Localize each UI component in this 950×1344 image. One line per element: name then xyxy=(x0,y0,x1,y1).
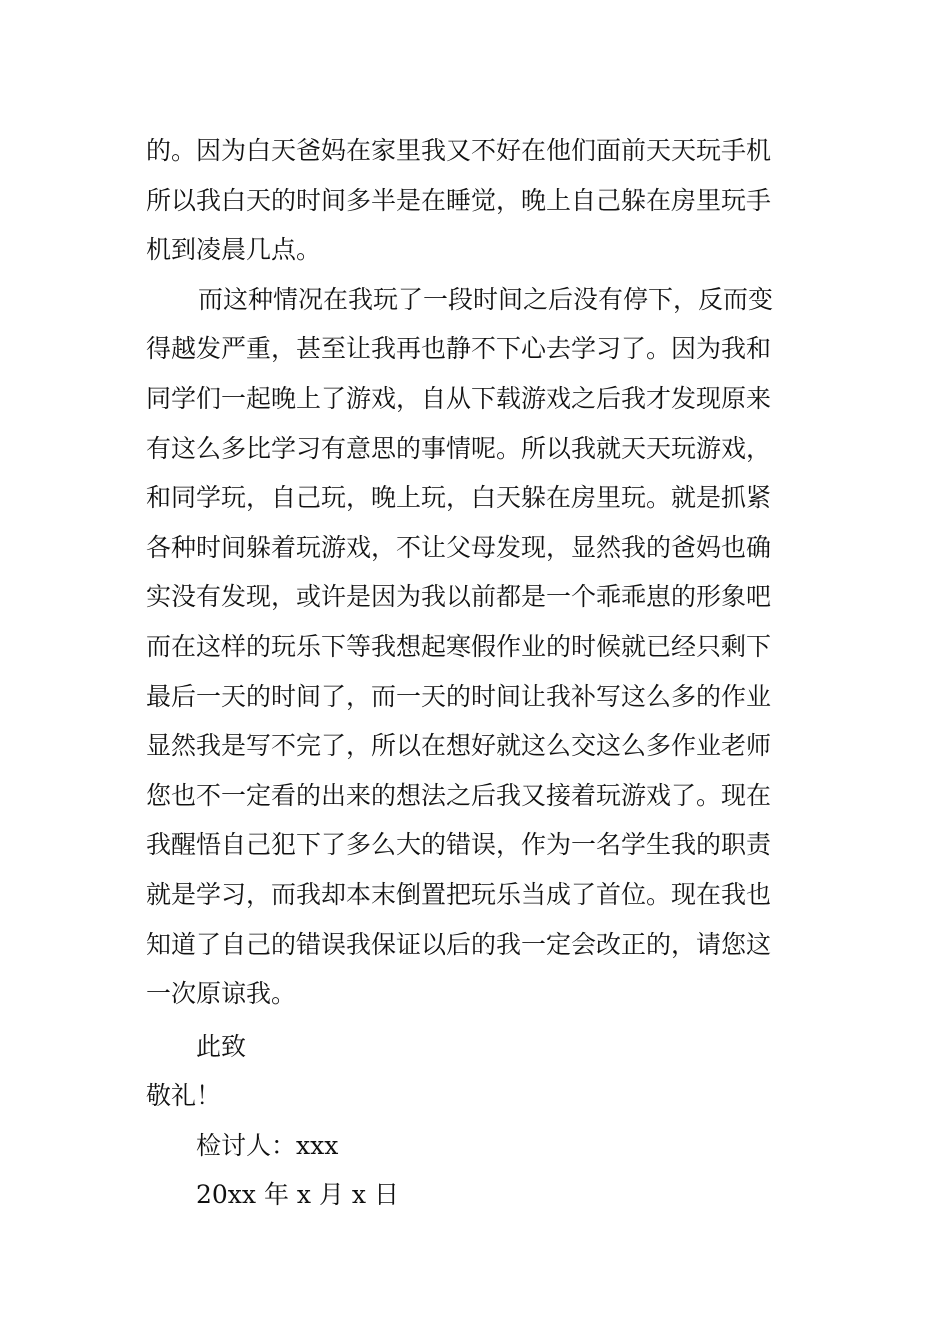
date-line: 20xx 年 x 月 x 日 xyxy=(196,1180,399,1209)
body-line: 最后一天的时间了，而一天的时间让我补写这么多的作业 xyxy=(146,681,772,711)
body-line: 得越发严重，甚至让我再也静不下心去学习了。因为我和 xyxy=(146,334,772,364)
closing-respect: 敬礼！ xyxy=(146,1081,222,1110)
body-line: 而在这样的玩乐下等我想起寒假作业的时候就已经只剩下 xyxy=(146,631,772,661)
body-line: 我醒悟自己犯下了多么大的错误，作为一名学生我的职责 xyxy=(146,830,772,860)
body-line: 一次原谅我。 xyxy=(146,979,297,1009)
body-line: 知道了自己的错误我保证以后的我一定会改正的，请您这 xyxy=(146,929,772,959)
signer-line: 检讨人：xxx xyxy=(196,1131,339,1160)
body-line: 就是学习，而我却本末倒置把玩乐当成了首位。现在我也 xyxy=(146,879,772,909)
body-line: 的。因为白天爸妈在家里我又不好在他们面前天天玩手机 xyxy=(146,136,772,165)
body-line: 有这么多比学习有意思的事情呢。所以我就天天玩游戏， xyxy=(146,433,772,463)
paragraph-start-line: 而这种情况在我玩了一段时间之后没有停下，反而变 xyxy=(198,284,774,314)
body-line: 您也不一定看的出来的想法之后我又接着玩游戏了。现在 xyxy=(146,780,772,810)
body-line: 显然我是写不完了，所以在想好就这么交这么多作业老师 xyxy=(146,731,772,761)
body-line: 同学们一起晚上了游戏，自从下载游戏之后我才发现原来 xyxy=(146,383,772,413)
closing-salutation: 此致 xyxy=(196,1032,247,1061)
body-line: 和同学玩，自己玩，晚上玩，白天躲在房里玩。就是抓紧 xyxy=(146,483,772,513)
body-line: 实没有发现，或许是因为我以前都是一个乖乖崽的形象吧 xyxy=(146,582,772,612)
body-line: 各种时间躲着玩游戏，不让父母发现，显然我的爸妈也确 xyxy=(146,532,772,562)
body-line: 所以我白天的时间多半是在睡觉，晚上自己躲在房里玩手 xyxy=(146,185,772,215)
body-line: 机到凌晨几点。 xyxy=(146,235,322,265)
letter-body xyxy=(146,126,816,1019)
